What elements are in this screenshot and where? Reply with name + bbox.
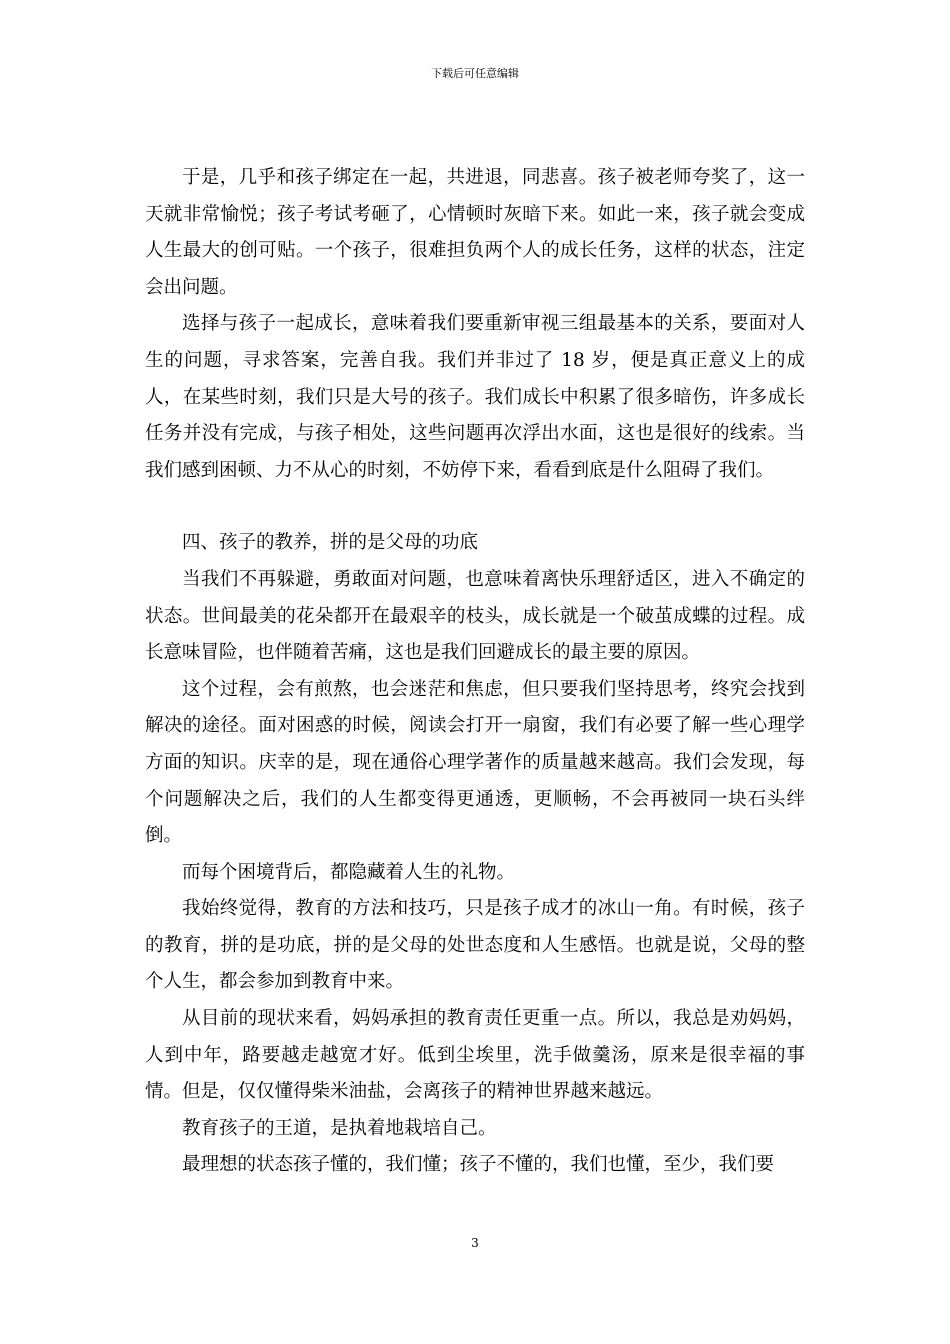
body-paragraph: 当我们不再躲避，勇敢面对问题，也意味着离快乐理舒适区，进入不确定的状态。世间最美的花朵都开在最艰辛的枝头，成长就是一个破茧成蝶的过程。成长意味冒险，也伴随着苦痛，这也是我们回避成长的最主要的原因。 [145, 568, 805, 664]
header-text: 下载后可任意编辑 [431, 67, 519, 80]
page-header [0, 67, 950, 81]
page-number-text: 3 [471, 1236, 479, 1250]
body-paragraph: 最理想的状态孩子懂的，我们懂；孩子不懂的，我们也懂，至少，我们要 [182, 1154, 775, 1176]
body-paragraph: 而每个困境背后，都隐藏着人生的礼物。 [182, 861, 516, 883]
body-paragraph: 选择与孩子一起成长，意味着我们要重新审视三组最基本的关系，要面对人生的问题，寻求答案，完善自我。我们并非过了 18 岁，便是真正意义上的成人，在某些时刻，我们只是大号的孩子。我们成长中积累了很多暗伤，许多成长任务并没有完成，与孩子相处，这些问题再次浮出水面，这也是很好的线索。当我们感到困顿、力不从心的时刻，不妨停下来，看看到底是什么阻碍了我们。 [145, 313, 805, 481]
body-paragraph: 这个过程，会有煎熬，也会迷茫和焦虑，但只要我们坚持思考，终究会找到解决的途径。面对困惑的时候，阅读会打开一扇窗，我们有必要了解一些心理学方面的知识。庆幸的是，现在通俗心理学著作的质量越来越高。我们会发现，每个问题解决之后，我们的人生都变得更通透，更顺畅，不会再被同一块石头绊倒。 [145, 678, 805, 847]
body-paragraph: 教育孩子的王道，是执着地栽培自己。 [182, 1117, 497, 1139]
section-heading: 四、孩子的教养，拼的是父母的功底 [182, 532, 479, 554]
page-number [0, 1236, 950, 1250]
body-paragraph: 于是，几乎和孩子绑定在一起，共进退，同悲喜。孩子被老师夸奖了，这一天就非常愉悦；孩子考试考砸了，心情顿时灰暗下来。如此一来，孩子就会变成人生最大的创可贴。一个孩子，很难担负两个人的成长任务，这样的状态，注定会出问题。 [145, 167, 805, 298]
body-paragraph: 从目前的现状来看，妈妈承担的教育责任更重一点。所以，我总是劝妈妈，人到中年，路要越走越宽才好。低到尘埃里，洗手做羹汤，原来是很幸福的事情。但是，仅仅懂得柴米油盐，会离孩子的精神世界越来越远。 [145, 1008, 805, 1103]
document-body [145, 160, 805, 1184]
body-paragraph: 我始终觉得，教育的方法和技巧，只是孩子成才的冰山一角。有时候，孩子的教育，拼的是功底，拼的是父母的处世态度和人生感悟。也就是说，父母的整个人生，都会参加到教育中来。 [145, 898, 805, 993]
